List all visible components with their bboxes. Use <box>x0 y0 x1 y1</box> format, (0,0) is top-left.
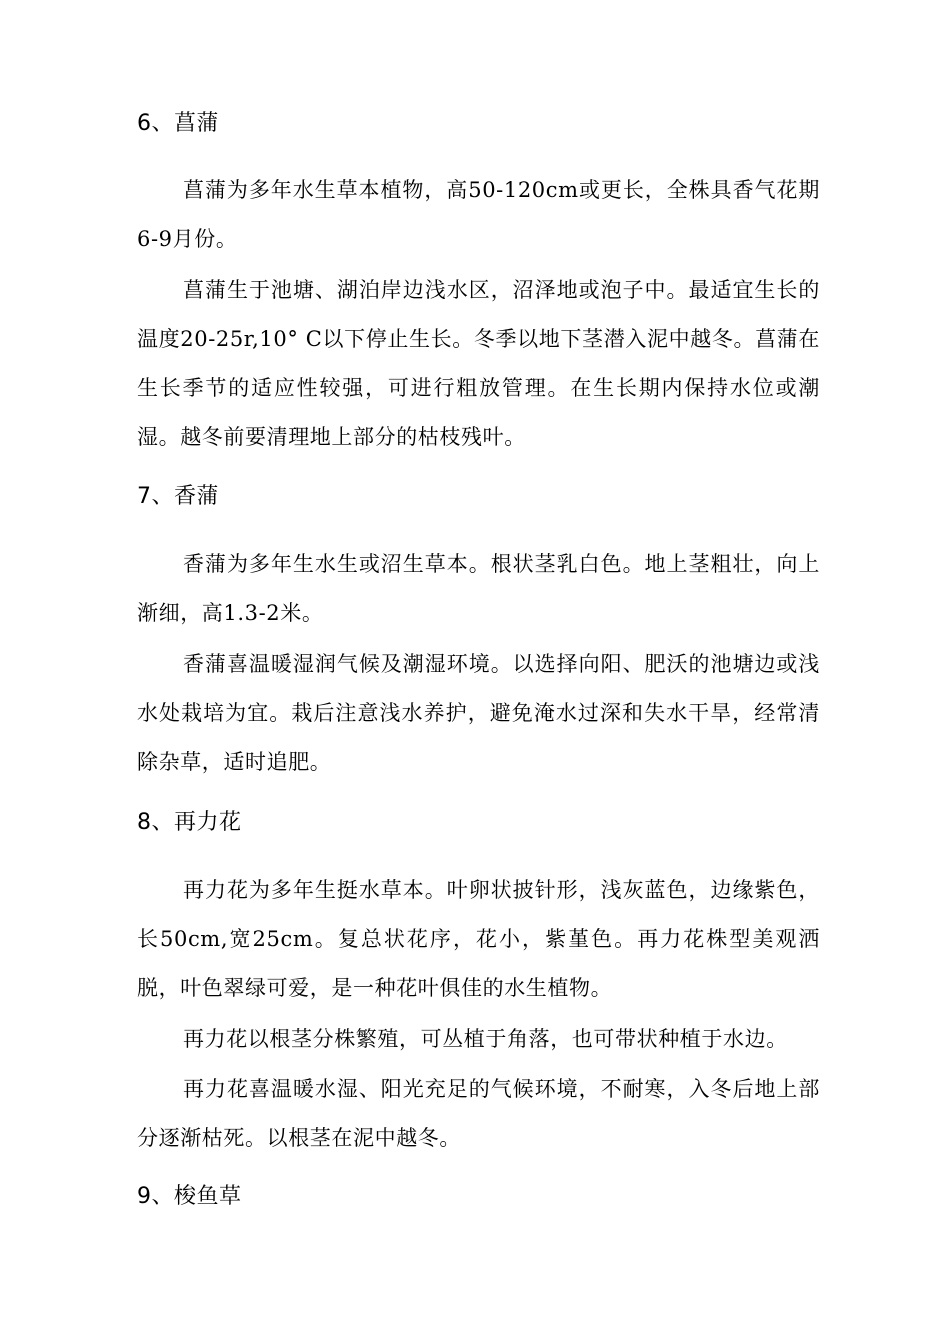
paragraph-calamus-description: 菖蒲为多年水生草本植物，高50-120cm或更长，全株具香气花期6-9月份。 <box>137 178 820 251</box>
section-heading-calamus: 6、菖蒲 <box>137 111 219 136</box>
paragraph-thalia-description: 再力花为多年生挺水草本。叶卵状披针形，浅灰蓝色，边缘紫色，长50cm,宽25cm。复总状花序，花小，紫堇色。再力花株型美观洒脱，叶色翠绿可爱，是一种花叶俱佳的水生植物。 <box>137 878 820 1000</box>
paragraph-cattail-cultivation: 香蒲喜温暖湿润气候及潮湿环境。以选择向阳、肥沃的池塘边或浅水处栽培为宜。栽后注意浅水养护，避免淹水过深和失水干旱，经常清除杂草，适时追肥。 <box>137 652 820 774</box>
section-heading-pickerelweed: 9、梭鱼草 <box>137 1184 242 1209</box>
paragraph-cattail-description: 香蒲为多年生水生或沼生草本。根状茎乳白色。地上茎粗壮，向上渐细，高1.3-2米。 <box>137 552 820 625</box>
section-heading-cattail: 7、香蒲 <box>137 484 219 509</box>
paragraph-calamus-cultivation: 菖蒲生于池塘、湖泊岸边浅水区，沼泽地或泡子中。最适宜生长的温度20-25r,10° C以下停止生长。冬季以地下茎潜入泥中越冬。菖蒲在生长季节的适应性较强，可进行粗放管理。在生长期内保持水位或潮湿。越冬前要清理地上部分的枯枝残叶。 <box>137 278 820 449</box>
section-heading-thalia: 8、再力花 <box>137 810 242 835</box>
paragraph-thalia-habit: 再力花喜温暖水湿、阳光充足的气候环境，不耐寒，入冬后地上部分逐渐枯死。以根茎在泥中越冬。 <box>137 1077 820 1150</box>
paragraph-thalia-propagation: 再力花以根茎分株繁殖，可丛植于角落，也可带状种植于水边。 <box>183 1027 788 1051</box>
